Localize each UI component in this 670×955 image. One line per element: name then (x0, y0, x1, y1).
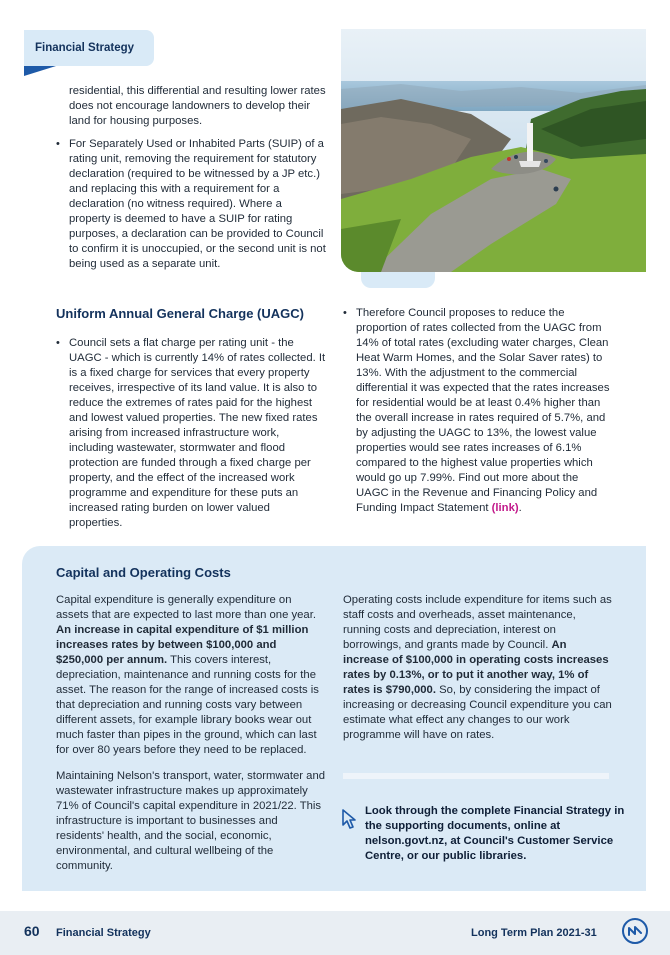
list-item (343, 306, 613, 516)
hilltop-photo (341, 29, 646, 272)
section-tab-notch (24, 66, 56, 76)
page-number: 60 (24, 923, 40, 939)
photo-accent-tab (361, 272, 435, 288)
uagc-link[interactable]: (link) (491, 502, 519, 514)
operating-paragraph (343, 593, 613, 743)
nelson-council-logo (620, 916, 650, 946)
operating-p3-end: So, by considering the impact of increasing or decreasing Council expenditure you can estimate what effect any changes to our work programme will have on rates. (343, 684, 612, 741)
continued-paragraph: residential, this differential and resulting lower rates does not encourage landowners to develop their land for housing purposes. (69, 85, 326, 127)
uagc-link-suffix: . (518, 502, 522, 514)
capital-right-column (343, 593, 613, 743)
left-column-top (56, 84, 326, 272)
bullet-icon: • (343, 307, 347, 319)
suip-list (56, 137, 326, 272)
bullet-icon: • (56, 337, 60, 349)
section-tab-label: Financial Strategy (35, 42, 135, 54)
panel-divider (343, 773, 609, 779)
uagc-right-column (343, 306, 613, 516)
financial-strategy-cta: Look through the complete Financial Strategy in the supporting documents, online at nelson.govt.nz, at Council's Customer Service Centre, or our public libraries. (365, 805, 625, 862)
page-footer (0, 911, 670, 955)
hilltop-photo-illustration (341, 29, 646, 272)
footer-document-label: Long Term Plan 2021-31 (471, 927, 597, 939)
operating-p3-bold: An increase of $100,000 in operating costs increases rates by 0.13%, or to put it another way, 1% of rates is $790,000. (343, 639, 609, 696)
capital-left-column (56, 593, 326, 874)
capital-heading: Capital and Operating Costs (56, 565, 231, 580)
bullet-icon: • (56, 138, 60, 150)
section-tab (24, 30, 154, 66)
uagc-left-list (56, 336, 326, 531)
cursor-pointer-icon (340, 808, 358, 830)
uagc-bullet-right-text: Therefore Council proposes to reduce the proportion of rates collected from the UAGC from 14% of total rates (excluding water charges, Clean Heat Warm Homes, and the Solar Saver rates) to 13%. With the adjustment to the commercial differential it was expected that the rates increases for residential would be at least 0.4% higher than the overall increase in rates required of 5.7%, and by adjusting the UAGC to 13%, the lowest value properties would see rates increases of 6.1% compared to the highest value properties which would go up 7.99%. Find out more about the UAGC in the Revenue and Financing Policy and Funding Impact Statement (356, 307, 610, 514)
list-item (56, 137, 326, 272)
uagc-left-column (56, 336, 326, 531)
capital-p1-bold: An increase in capital expenditure of $1 million increases rates by between $100,000 and $250,000 per annum. (56, 624, 309, 666)
bullet-suip-text: For Separately Used or Inhabited Parts (SUIP) of a rating unit, removing the requirement for statutory declaration (required to be witnessed by a JP etc.) and replacing this with a requirement for a declaration (no witness required). Where a property is deemed to have a SUIP for rating purposes, a declaration can be provided to Council to confirm it is unoccupied, or the second unit is not being used as a separate unit. (69, 138, 326, 270)
capital-p1-start: Capital expenditure is generally expenditure on assets that are expected to last more than one year. (56, 594, 316, 621)
capital-p1-end: This covers interest, depreciation, maintenance and running costs for the asset. The reason for the range of increased costs is that depreciation and running costs vary between different assets, for example library books wear out much faster than pipes in the ground, which can last for over 80 years before they need to be replaced. (56, 654, 319, 756)
footer-section-label: Financial Strategy (56, 927, 151, 939)
uagc-right-list (343, 306, 613, 516)
capital-paragraph-2: Maintaining Nelson's transport, water, stormwater and wastewater infrastructure makes up approximately 71% of Council's capital expenditure in 2021/22. This infrastructure is important to businesses and residents' health, and the social, economic, environmental, and cultural wellbeing of the community. (56, 770, 326, 872)
uagc-bullet-left-text: Council sets a flat charge per rating unit - the UAGC - which is currently 14% of rates collected. It is a fixed charge for services that every property receives, irrespective of its land value. It is also to reduce the extremes of rates paid for the highest and lowest valued properties. The new fixed rates arising from increased infrastructure work, including wastewater, stormwater and flood protection are funded through a fixed charge per property, and the effect of the increased work programme and expenditure for these puts an increased rating burden on lower valued properties. (69, 337, 326, 529)
uagc-heading: Uniform Annual General Charge (UAGC) (56, 306, 304, 321)
operating-p3-start: Operating costs include expenditure for items such as staff costs and overheads, asset maintenance, running costs and depreciation, interest on borrowings, and grants made by Council. (343, 594, 612, 651)
list-item (56, 336, 326, 531)
capital-paragraph-1 (56, 593, 326, 758)
